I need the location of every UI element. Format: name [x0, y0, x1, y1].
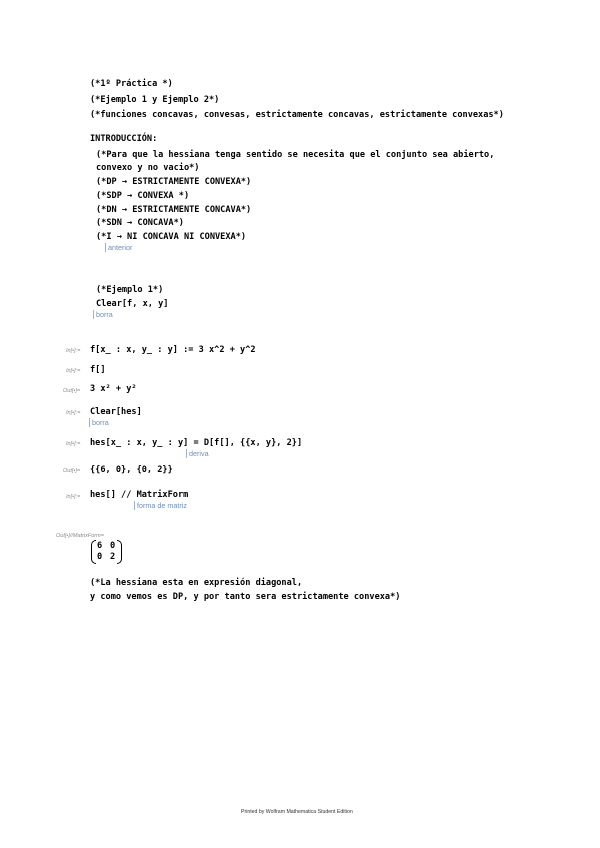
output-f: 3 x² + y² — [90, 384, 137, 394]
comment-ejemplos: (*Ejemplo 1 y Ejemplo 2*) — [90, 95, 220, 105]
input-define-f[interactable]: f[x_ : x, y_ : y] := 3 x^2 + y^2 — [90, 345, 256, 355]
hint-borra: borra — [93, 310, 113, 319]
output-label: Out[•]= — [63, 468, 81, 474]
conclusion-line: (*La hessiana esta en expresión diagonal, — [90, 578, 303, 588]
conclusion-line: y como vemos es DP, y por tanto sera estrictamente convexa*) — [90, 592, 401, 602]
matrix-left-bracket — [91, 540, 96, 564]
matrix-cell: 6 — [97, 541, 103, 551]
intro-line: (*DN → ESTRICTAMENTE CONCAVA*) — [96, 205, 252, 215]
input-eval-f[interactable]: f[] — [90, 365, 106, 375]
example-comment: (*Ejemplo 1*) — [96, 285, 164, 295]
intro-line: (*Para que la hessiana tenga sentido se necesita que el conjunto sea abierto, — [96, 150, 495, 160]
output-label: Out[•]//MatrixForm= — [56, 533, 104, 539]
input-label: In[•]:= — [66, 368, 81, 374]
input-define-hes[interactable]: hes[x_ : x, y_ : y] = D[f[], {{x, y}, 2}] — [90, 438, 303, 448]
output-hes: {{6, 0}, {0, 2}} — [90, 465, 173, 475]
intro-line: (*SDP → CONVEXA *) — [96, 191, 190, 201]
print-footer: Printed by Wolfram Mathematica Student Edition — [241, 809, 353, 815]
input-clear-hes[interactable]: Clear[hes] — [90, 407, 142, 417]
input-label: In[•]:= — [66, 410, 81, 416]
intro-line: (*I → NI CONCAVA NI CONVEXA*) — [96, 232, 247, 242]
hint-borra: borra — [89, 418, 109, 427]
hint-anterior: anterior — [105, 243, 132, 252]
matrix-cell: 2 — [110, 552, 116, 562]
hint-forma-de-matriz: forma de matriz — [134, 501, 187, 510]
matrix-cell: 0 — [110, 541, 116, 551]
input-label: In[•]:= — [66, 348, 81, 354]
matrix-right-bracket — [117, 540, 122, 564]
output-label: Out[•]= — [63, 388, 81, 394]
hint-deriva: deriva — [186, 449, 209, 458]
intro-line: convexo y no vacio*) — [96, 163, 200, 173]
input-matrixform[interactable]: hes[] // MatrixForm — [90, 490, 189, 500]
intro-line: (*DP → ESTRICTAMENTE CONVEXA*) — [96, 177, 252, 187]
clear-command[interactable]: Clear[f, x, y] — [96, 299, 169, 309]
comment-funciones: (*funciones concavas, convesas, estrictamente concavas, estrictamente convexas*) — [90, 110, 504, 120]
matrix-cell: 0 — [97, 552, 103, 562]
input-label: In[•]:= — [66, 494, 81, 500]
intro-line: (*SDN → CONCAVA*) — [96, 218, 184, 228]
input-label: In[•]:= — [66, 441, 81, 447]
intro-title: INTRODUCCIÓN: — [90, 134, 158, 144]
comment-practica: (*1º Práctica *) — [90, 79, 173, 89]
